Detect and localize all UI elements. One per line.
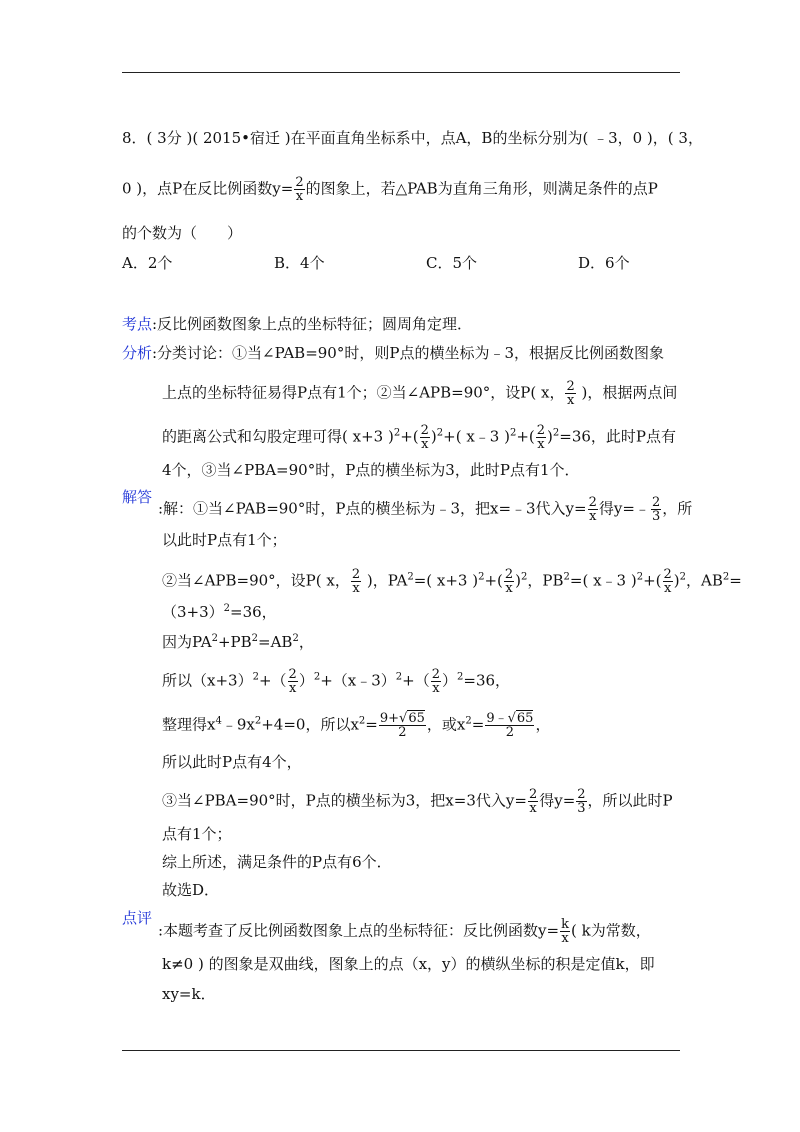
jieda-line-2: 以此时P点有1个； <box>162 531 287 549</box>
kaodian-text: :反比例函数图象上点的坐标特征；圆周角定理． <box>152 315 473 333</box>
jieda-line-6: 所以$(x+3)^2+$（ $\frac{2}{x}$ ）$^2$+（x﹣3）$^2$+（ $\frac{2}{x}$ ）$^2$=36， <box>162 667 511 696</box>
option-c[interactable]: C．5个 <box>426 254 478 272</box>
root-fraction-plus: $\frac{9+√65}{2}$ <box>379 711 425 740</box>
label-fenxi: 分析 <box>122 344 153 362</box>
label-jieda: 解答 <box>122 488 153 506</box>
question-line-1: 8．( 3分 )( 2015•宿迁 )在平面直角坐标系中，点A，B的坐标分别为( ﹣3，0 )，( 3， <box>122 129 703 147</box>
jieda-line-7: 整理得$x^4﹣9x^2+4=0$，所以$x^2=$ $\frac{9+√65}{2}$ ，或$x^2=$ $\frac{9﹣√65}{2}$ ， <box>162 711 551 740</box>
jieda-line-11: 综上所述，满足条件的P点有6个． <box>162 853 392 871</box>
bottom-rule <box>122 1050 680 1051</box>
question-line-3: 的个数为（ ） <box>122 224 243 242</box>
top-rule <box>122 72 680 73</box>
jieda-line-9: ③当∠PBA=90°时，P点的横坐标为3，把x=3代入y= $\frac{2}{x}$ 得y= $\frac{2}{3}$ ，所以此时P <box>162 787 673 816</box>
options-row <box>122 253 630 273</box>
jieda-line-10: 点有1个； <box>162 825 232 843</box>
fenxi-line-3: 的距离公式和勾股定理可得( x+3 )$^2$+( $\frac{2}{x}$ )$^2$+( x﹣3 )$^2$+( $\frac{2}{x}$ )$^2$=36，此时P点有 <box>162 423 677 452</box>
label-dianping: 点评 <box>122 909 153 927</box>
label-kaodian: 考点 <box>122 315 153 333</box>
fenxi-line-4: 4个，③当∠PBA=90°时，P点的横坐标为3，此时P点有1个． <box>162 461 580 479</box>
jieda-line-1: :解：①当∠PAB=90°时，P点的横坐标为﹣3，把x=﹣3代入y= $\frac{2}{x}$ 得y=﹣ $\frac{2}{3}$ ，所 <box>158 495 693 524</box>
option-a[interactable]: A．2个 <box>122 254 173 272</box>
root-fraction-minus: $\frac{9﹣√65}{2}$ <box>486 711 534 740</box>
question-line-2: 0 )，点P在反比例函数y= $\frac{2}{x}$ 的图象上，若△PAB为直角三角形，则满足条件的点P <box>122 175 658 204</box>
dianping-line-1: :本题考查了反比例函数图象上点的坐标特征：反比例函数y= $\frac{k}{x}$ ( k为常数， <box>158 917 651 946</box>
fraction-2-over-x: $\frac{2}{x}$ <box>295 175 304 204</box>
jieda-line-8: 所以此时P点有4个， <box>162 753 302 771</box>
jieda-line-4: $(3+3)^2=36$， <box>162 603 277 621</box>
fenxi-line-1: :分类讨论：①当∠PAB=90°时，则P点的横坐标为﹣3，根据反比例函数图象 <box>152 344 664 362</box>
fenxi-line-2: 上点的坐标特征易得P点有1个；②当∠APB=90°，设P( x， $\frac{2}{x}$ )，根据两点间 <box>162 379 678 408</box>
option-b[interactable]: B．4个 <box>274 254 325 272</box>
option-d[interactable]: D．6个 <box>578 254 630 272</box>
jieda-line-3: ②当∠APB=90°，设P( x， $\frac{2}{x}$ )，$PA^2=$( x+3 )$^2$+( $\frac{2}{x}$ )$^2$，$PB^2=$( x﹣3 )$^2$+( $\frac{2}{x}$ )$^2$，$AB^2=$ <box>162 567 742 596</box>
jieda-line-12: 故选D． <box>162 881 220 899</box>
jieda-line-5: 因为$PA^2+PB^2=AB^2$， <box>162 633 314 651</box>
dianping-line-3: xy=k． <box>162 985 216 1003</box>
dianping-line-2: k≠0 ) 的图象是双曲线，图象上的点（x，y）的横纵坐标的积是定值k，即 <box>162 955 655 973</box>
